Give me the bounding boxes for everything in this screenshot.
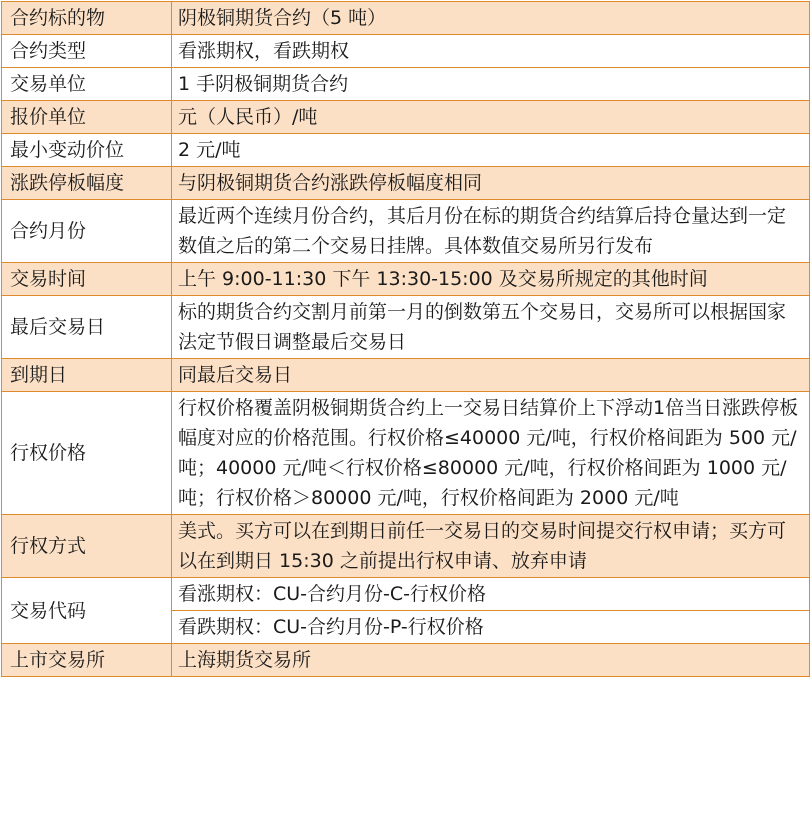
spec-label: 最小变动价位 (2, 134, 172, 167)
spec-label: 涨跌停板幅度 (2, 167, 172, 200)
spec-value: 标的期货合约交割月前第一月的倒数第五个交易日，交易所可以根据国家法定节假日调整最后交易日 (172, 296, 810, 359)
spec-label-exchange: 上市交易所 (2, 644, 172, 677)
spec-row (2, 101, 810, 134)
spec-row (2, 167, 810, 200)
spec-row (2, 200, 810, 263)
spec-row-exchange (2, 644, 810, 677)
spec-label: 交易时间 (2, 263, 172, 296)
spec-value: 行权价格覆盖阴极铜期货合约上一交易日结算价上下浮动1倍当日涨跌停板幅度对应的价格范围。行权价格≤40000 元/吨，行权价格间距为 500 元/吨；40000 元/吨＜行权价格≤80000 元/吨，行权价格间距为 1000 元/吨；行权价格＞80000 元/吨，行权价格间距为 2000 元/吨 (172, 392, 810, 515)
spec-label: 到期日 (2, 359, 172, 392)
spec-label: 行权方式 (2, 515, 172, 578)
spec-value: 美式。买方可以在到期日前任一交易日的交易时间提交行权申请；买方可以在到期日 15:30 之前提出行权申请、放弃申请 (172, 515, 810, 578)
spec-value-trade-code-put: 看跌期权：CU-合约月份-P-行权价格 (172, 611, 810, 644)
spec-value-trade-code-call: 看涨期权：CU-合约月份-C-行权价格 (172, 578, 810, 611)
spec-row (2, 263, 810, 296)
spec-label: 最后交易日 (2, 296, 172, 359)
spec-row (2, 35, 810, 68)
spec-value: 元（人民币）/吨 (172, 101, 810, 134)
spec-value: 最近两个连续月份合约，其后月份在标的期货合约结算后持仓量达到一定数值之后的第二个交易日挂牌。具体数值交易所另行发布 (172, 200, 810, 263)
spec-row (2, 68, 810, 101)
spec-row (2, 134, 810, 167)
spec-row (2, 296, 810, 359)
spec-label-trade-code: 交易代码 (2, 578, 172, 644)
spec-value: 看涨期权，看跌期权 (172, 35, 810, 68)
spec-value: 2 元/吨 (172, 134, 810, 167)
spec-row (2, 2, 810, 35)
spec-value: 与阴极铜期货合约涨跌停板幅度相同 (172, 167, 810, 200)
spec-label: 报价单位 (2, 101, 172, 134)
spec-table-body (2, 2, 810, 677)
contract-spec-table (1, 1, 810, 677)
spec-row (2, 392, 810, 515)
spec-value: 上午 9:00-11:30 下午 13:30-15:00 及交易所规定的其他时间 (172, 263, 810, 296)
spec-label: 行权价格 (2, 392, 172, 515)
spec-value: 阴极铜期货合约（5 吨） (172, 2, 810, 35)
spec-value: 同最后交易日 (172, 359, 810, 392)
spec-row (2, 359, 810, 392)
spec-value-exchange: 上海期货交易所 (172, 644, 810, 677)
spec-label: 交易单位 (2, 68, 172, 101)
spec-row (2, 515, 810, 578)
spec-label: 合约月份 (2, 200, 172, 263)
spec-label: 合约标的物 (2, 2, 172, 35)
spec-row-trade-code-call (2, 578, 810, 611)
spec-value: 1 手阴极铜期货合约 (172, 68, 810, 101)
spec-label: 合约类型 (2, 35, 172, 68)
